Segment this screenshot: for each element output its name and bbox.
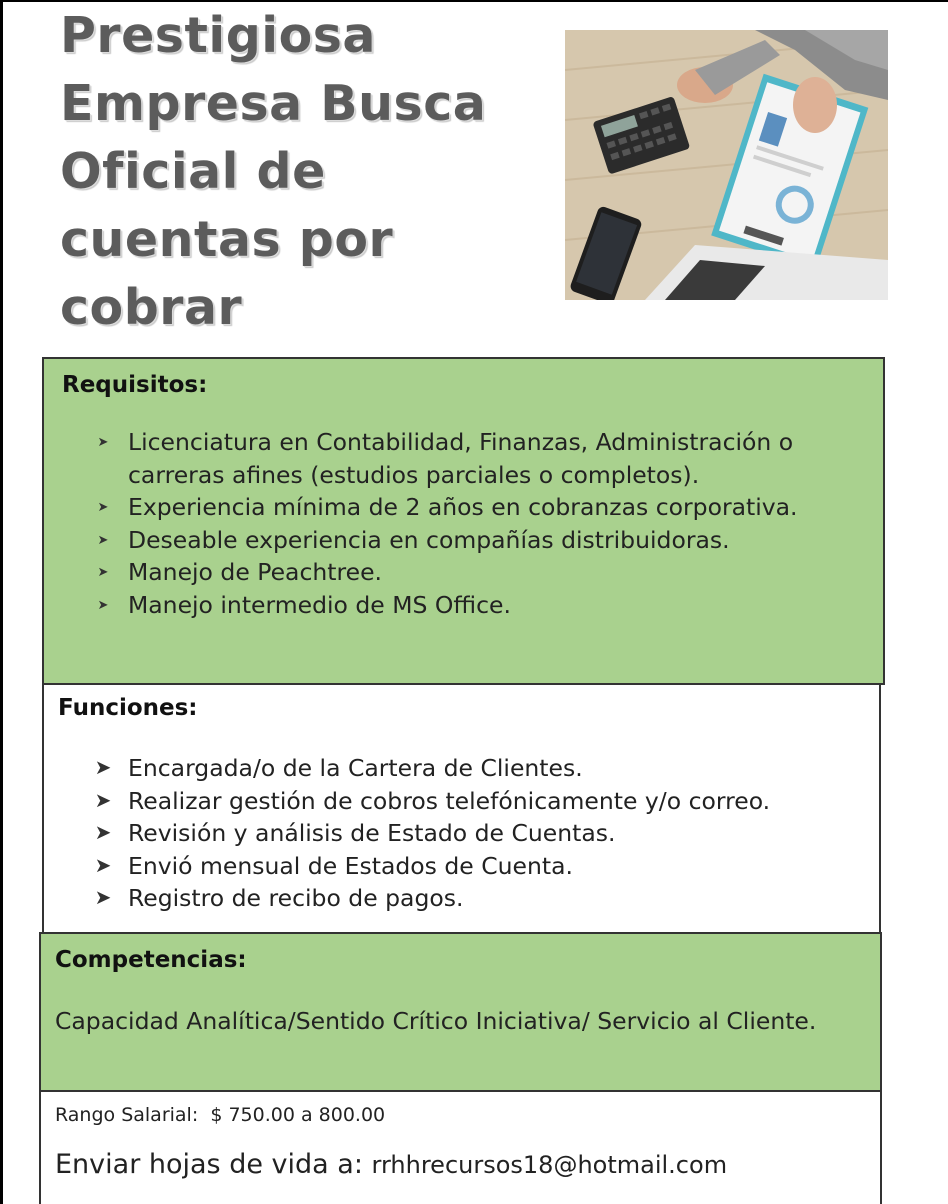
competencies-section xyxy=(39,932,882,1092)
list-item: ➤ Registro de recibo de pagos. xyxy=(88,882,878,915)
list-item: ➤ Encargada/o de la Cartera de Clientes. xyxy=(88,752,878,785)
arrow-bullet-icon: ➤ xyxy=(94,885,112,909)
arrow-bullet-icon: ➤ xyxy=(97,565,109,580)
functions-heading: Funciones: xyxy=(58,695,198,721)
arrow-bullet-icon: ➤ xyxy=(94,852,112,877)
arrow-bullet-icon: ➤ xyxy=(94,787,112,812)
competencies-heading: Competencias: xyxy=(55,947,247,973)
requirements-list xyxy=(88,426,878,621)
list-item: ➤ Manejo intermedio de MS Office. xyxy=(88,589,878,622)
list-item: ➤ Manejo de Peachtree. xyxy=(88,556,878,589)
list-item: ➤ Envió mensual de Estados de Cuenta. xyxy=(88,850,878,883)
page-title: Prestigiosa Empresa Busca Oficial de cuentas por cobrar xyxy=(60,7,487,336)
list-item: ➤ Deseable experiencia en compañías distribuidoras. xyxy=(88,524,878,557)
salary-label: Rango Salarial: xyxy=(55,1104,199,1126)
contact-label: Enviar hojas de vida a: xyxy=(55,1149,363,1180)
competencies-text: Capacidad Analítica/Sentido Crítico Iniciativa/ Servicio al Cliente. xyxy=(55,1007,817,1035)
arrow-bullet-icon: ➤ xyxy=(97,532,109,548)
arrow-bullet-icon: ➤ xyxy=(97,500,109,515)
arrow-bullet-icon: ➤ xyxy=(97,435,109,450)
list-item: ➤ Revisión y análisis de Estado de Cuentas. xyxy=(88,817,878,850)
arrow-bullet-icon: ➤ xyxy=(94,820,112,844)
office-accounting-photo xyxy=(565,30,888,300)
arrow-bullet-icon: ➤ xyxy=(97,597,109,613)
functions-section xyxy=(42,685,881,934)
arrow-bullet-icon: ➤ xyxy=(94,755,112,779)
requirements-section xyxy=(42,357,885,685)
salary-contact-section xyxy=(39,1092,882,1204)
contact-line xyxy=(55,1149,727,1180)
list-item: ➤ Experiencia mínima de 2 años en cobranzas corporativa. xyxy=(88,491,878,524)
salary-value: $ 750.00 a 800.00 xyxy=(210,1104,386,1126)
list-item: ➤ Realizar gestión de cobros telefónicamente y/o correo. xyxy=(88,785,878,818)
requirements-heading: Requisitos: xyxy=(62,372,208,398)
list-item: ➤ Licenciatura en Contabilidad, Finanzas, Administración o carreras afines (estudios parciales o completos). xyxy=(88,426,878,491)
contact-email-link[interactable]: rrhhrecursos18@hotmail.com xyxy=(371,1151,728,1179)
functions-list xyxy=(88,752,878,915)
salary-range xyxy=(55,1104,385,1126)
